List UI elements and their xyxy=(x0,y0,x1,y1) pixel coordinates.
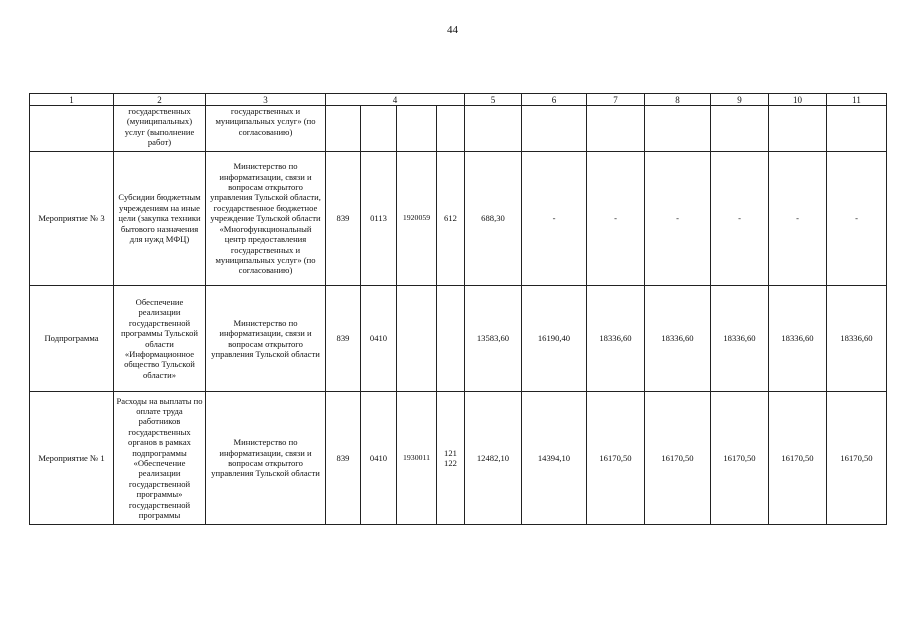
value-col-6 xyxy=(522,106,587,152)
value-col-6: 14394,10 xyxy=(522,392,587,525)
value-col-8 xyxy=(645,106,711,152)
table-row xyxy=(30,152,887,286)
header-cell-4: 4 xyxy=(326,94,465,106)
value-col-10: 18336,60 xyxy=(769,286,827,392)
value-col-11 xyxy=(827,106,887,152)
header-cell-3: 3 xyxy=(206,94,326,106)
value-col-9: - xyxy=(711,152,769,286)
code-type xyxy=(437,106,465,152)
code-section: 0113 xyxy=(361,152,397,286)
header-cell-8: 8 xyxy=(645,94,711,106)
row-description: Субсидии бюджетным учреждениям на иные цели (закупка техники бытового назначения для нужд МФЦ) xyxy=(114,152,206,286)
header-cell-11: 11 xyxy=(827,94,887,106)
value-col-10 xyxy=(769,106,827,152)
code-type-line: 122 xyxy=(444,458,457,468)
header-cell-9: 9 xyxy=(711,94,769,106)
code-grbs: 839 xyxy=(326,286,361,392)
value-col-9: 16170,50 xyxy=(711,392,769,525)
code-type-line: 121 xyxy=(444,447,457,458)
row-name xyxy=(30,106,114,152)
value-col-9 xyxy=(711,106,769,152)
table-row xyxy=(30,392,887,525)
code-target xyxy=(397,286,437,392)
value-col-5: 688,30 xyxy=(465,152,522,286)
page-number: 44 xyxy=(447,24,458,36)
row-name: Мероприятие № 3 xyxy=(30,152,114,286)
row-description: Расходы на выплаты по оплате труда работников государственных органов в рамках подпрограммы «Обеспечение реализации государственной программы» государственной программы xyxy=(114,392,206,525)
code-grbs xyxy=(326,106,361,152)
value-col-9: 18336,60 xyxy=(711,286,769,392)
code-grbs: 839 xyxy=(326,392,361,525)
code-section: 0410 xyxy=(361,392,397,525)
header-row xyxy=(30,94,887,106)
value-col-8: 16170,50 xyxy=(645,392,711,525)
budget-table xyxy=(29,93,887,525)
row-responsible: Министерство по информатизации, связи и вопросам открытого управления Тульской области, государственное бюджетное учреждение Тульской области «Многофункциональный центр предоставления государственных и муниципальных услуг» (по согласованию) xyxy=(206,152,326,286)
code-target xyxy=(397,106,437,152)
value-col-7: 18336,60 xyxy=(587,286,645,392)
value-col-7: - xyxy=(587,152,645,286)
row-responsible: государственных и муниципальных услуг» (по согласованию) xyxy=(206,106,326,152)
header-cell-7: 7 xyxy=(587,94,645,106)
value-col-6: - xyxy=(522,152,587,286)
header-cell-6: 6 xyxy=(522,94,587,106)
value-col-10: - xyxy=(769,152,827,286)
table-row xyxy=(30,286,887,392)
value-col-6: 16190,40 xyxy=(522,286,587,392)
row-name: Мероприятие № 1 xyxy=(30,392,114,525)
value-col-7: 16170,50 xyxy=(587,392,645,525)
value-col-11: 16170,50 xyxy=(827,392,887,525)
row-responsible: Министерство по информатизации, связи и вопросам открытого управления Тульской области xyxy=(206,286,326,392)
row-responsible: Министерство по информатизации, связи и вопросам открытого управления Тульской области xyxy=(206,392,326,525)
code-target: 1930011 xyxy=(397,392,437,525)
row-description: государственных (муниципальных) услуг (выполнение работ) xyxy=(114,106,206,152)
code-type xyxy=(437,392,465,525)
code-grbs: 839 xyxy=(326,152,361,286)
value-col-11: 18336,60 xyxy=(827,286,887,392)
code-target: 1920059 xyxy=(397,152,437,286)
value-col-5: 13583,60 xyxy=(465,286,522,392)
value-col-10: 16170,50 xyxy=(769,392,827,525)
value-col-5 xyxy=(465,106,522,152)
header-cell-10: 10 xyxy=(769,94,827,106)
header-cell-5: 5 xyxy=(465,94,522,106)
table-row xyxy=(30,106,887,152)
code-type: 612 xyxy=(437,152,465,286)
code-type xyxy=(437,286,465,392)
value-col-5: 12482,10 xyxy=(465,392,522,525)
code-section: 0410 xyxy=(361,286,397,392)
value-col-8: 18336,60 xyxy=(645,286,711,392)
row-description: Обеспечение реализации государственной программы Тульской области «Информационное общество Тульской области» xyxy=(114,286,206,392)
value-col-11: - xyxy=(827,152,887,286)
value-col-8: - xyxy=(645,152,711,286)
header-cell-2: 2 xyxy=(114,94,206,106)
row-name: Подпрограмма xyxy=(30,286,114,392)
header-cell-1: 1 xyxy=(30,94,114,106)
code-section xyxy=(361,106,397,152)
value-col-7 xyxy=(587,106,645,152)
